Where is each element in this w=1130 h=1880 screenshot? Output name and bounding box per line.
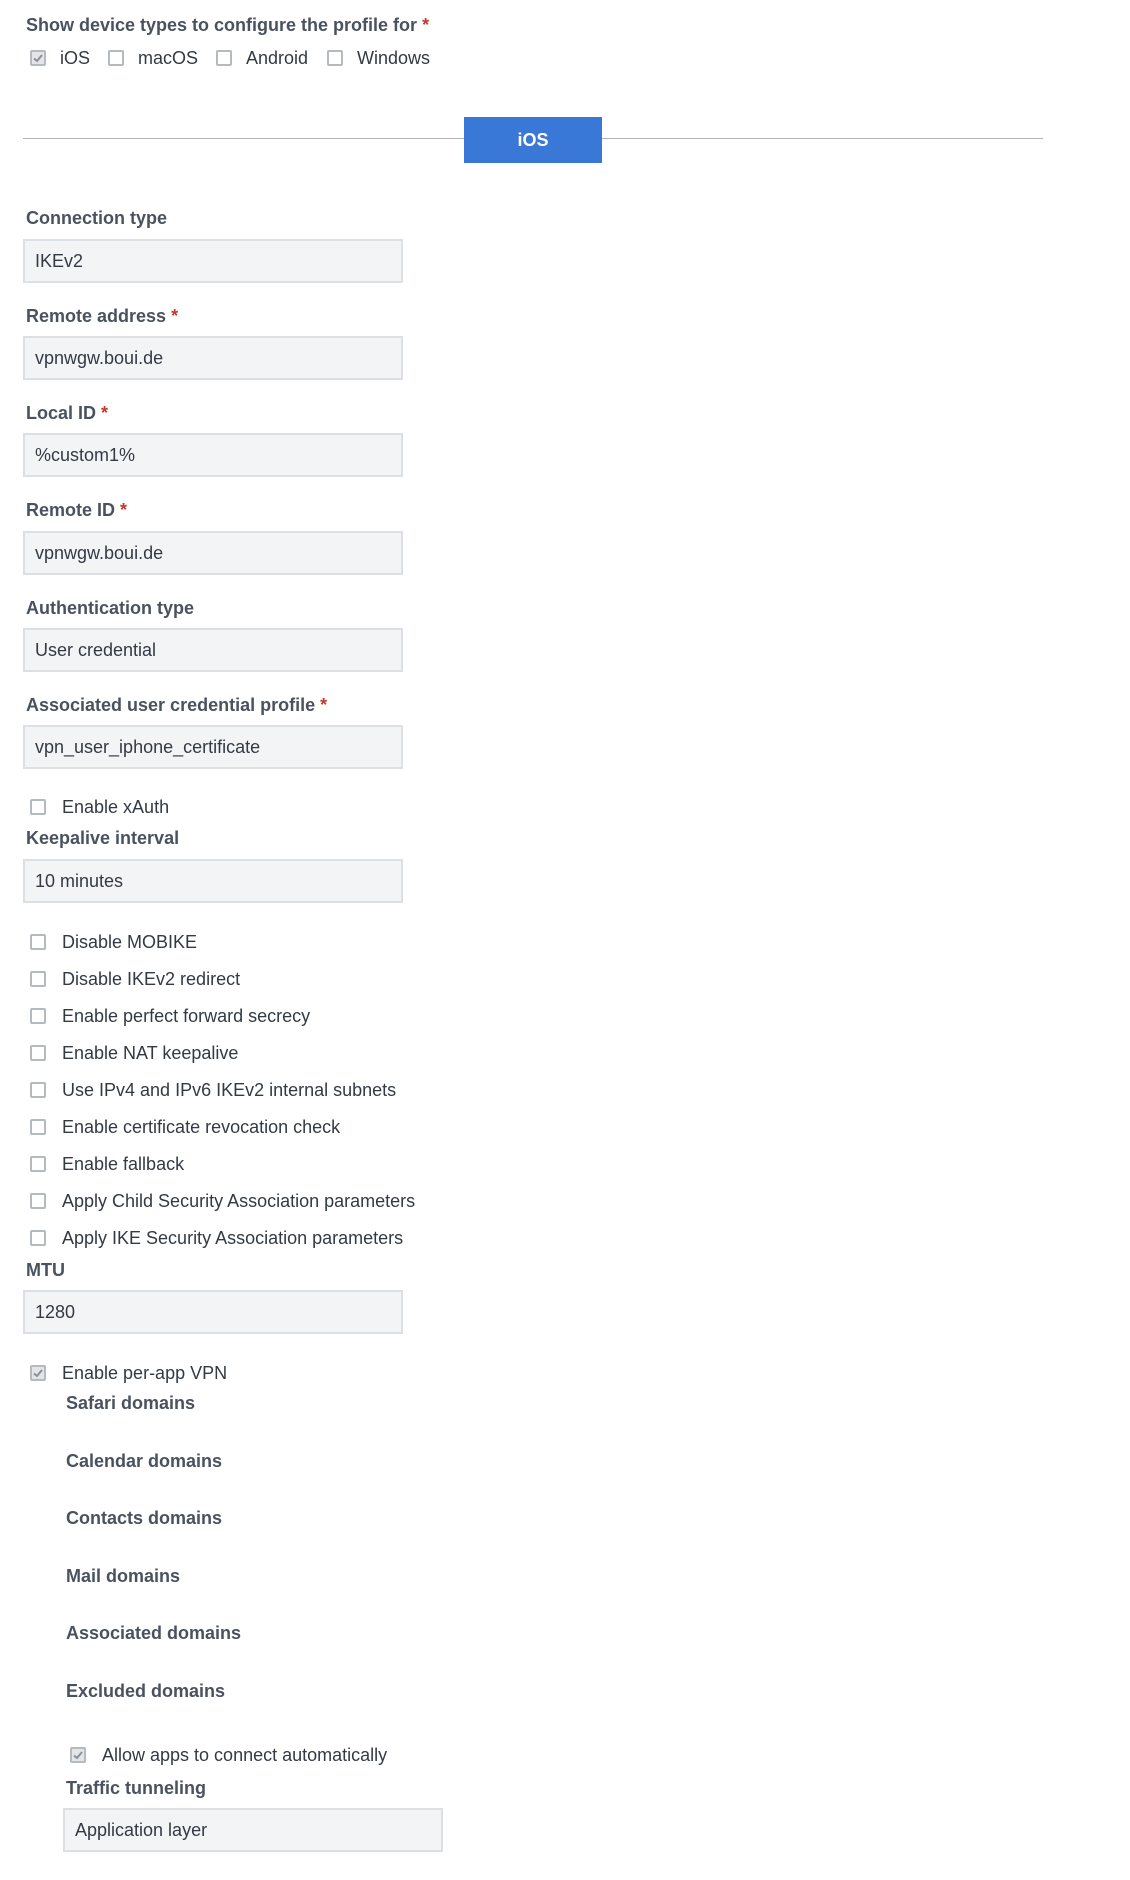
mtu-field[interactable]: 1280: [23, 1290, 403, 1334]
local-id-field[interactable]: %custom1%: [23, 433, 403, 477]
traffic-tunneling-field[interactable]: Application layer: [63, 1808, 443, 1852]
checkbox-child-sa-parameters[interactable]: Apply Child Security Association parameters: [30, 1189, 415, 1213]
safari-domains-label: Safari domains: [66, 1393, 196, 1413]
checkbox-box[interactable]: [70, 1747, 86, 1763]
mtu-label: MTU: [26, 1260, 65, 1280]
checkbox-windows[interactable]: Windows: [327, 46, 430, 70]
remote-id-label: Remote ID *: [26, 500, 128, 520]
connection-type-field[interactable]: IKEv2: [23, 239, 403, 283]
checkbox-box[interactable]: [30, 1082, 46, 1098]
checkbox-box[interactable]: [327, 50, 343, 66]
checkbox-nat-keepalive[interactable]: Enable NAT keepalive: [30, 1041, 238, 1065]
checkbox-android[interactable]: Android: [216, 46, 308, 70]
checkbox-enable-fallback[interactable]: Enable fallback: [30, 1152, 184, 1176]
mail-domains-label: Mail domains: [66, 1566, 181, 1586]
check-icon: [72, 1749, 84, 1761]
local-id-label: Local ID *: [26, 403, 109, 423]
checkbox-box[interactable]: [30, 1008, 46, 1024]
check-icon: [32, 1367, 44, 1379]
checkbox-ios[interactable]: iOS: [30, 46, 90, 70]
keepalive-interval-field[interactable]: 10 minutes: [23, 859, 403, 903]
checkbox-disable-mobike[interactable]: Disable MOBIKE: [30, 930, 197, 954]
checkbox-box[interactable]: [30, 1193, 46, 1209]
checkbox-per-app-vpn[interactable]: Enable per-app VPN: [30, 1361, 227, 1385]
checkbox-perfect-forward-secrecy[interactable]: Enable perfect forward secrecy: [30, 1004, 310, 1028]
calendar-domains-label: Calendar domains: [66, 1451, 223, 1471]
checkbox-box[interactable]: [30, 934, 46, 950]
associated-domains-label: Associated domains: [66, 1623, 242, 1643]
excluded-domains-label: Excluded domains: [66, 1681, 226, 1701]
checkbox-box[interactable]: [30, 971, 46, 987]
credential-profile-label: Associated user credential profile *: [26, 695, 328, 715]
checkbox-certificate-revocation-check[interactable]: Enable certificate revocation check: [30, 1115, 340, 1139]
device-types-heading: Show device types to configure the profile for *: [26, 15, 430, 35]
credential-profile-field[interactable]: vpn_user_iphone_certificate: [23, 725, 403, 769]
checkbox-box[interactable]: [108, 50, 124, 66]
connection-type-label: Connection type: [26, 208, 168, 228]
checkbox-ipv4-ipv6-subnets[interactable]: Use IPv4 and IPv6 IKEv2 internal subnets: [30, 1078, 396, 1102]
checkbox-box[interactable]: [30, 1045, 46, 1061]
checkbox-box[interactable]: [30, 799, 46, 815]
remote-address-label: Remote address *: [26, 306, 179, 326]
remote-address-field[interactable]: vpnwgw.boui.de: [23, 336, 403, 380]
checkbox-box[interactable]: [30, 1156, 46, 1172]
checkbox-box[interactable]: [30, 1230, 46, 1246]
required-mark: *: [171, 306, 179, 326]
checkbox-allow-auto-connect[interactable]: Allow apps to connect automatically: [70, 1743, 387, 1767]
checkbox-box[interactable]: [30, 1365, 46, 1381]
checkbox-macos[interactable]: macOS: [108, 46, 198, 70]
required-mark: *: [101, 403, 109, 423]
authentication-type-label: Authentication type: [26, 598, 195, 618]
tab-ios[interactable]: iOS: [464, 117, 602, 163]
required-mark: *: [320, 695, 328, 715]
traffic-tunneling-label: Traffic tunneling: [66, 1778, 207, 1798]
checkbox-disable-ikev2-redirect[interactable]: Disable IKEv2 redirect: [30, 967, 240, 991]
check-icon: [32, 52, 44, 64]
contacts-domains-label: Contacts domains: [66, 1508, 223, 1528]
checkbox-ike-sa-parameters[interactable]: Apply IKE Security Association parameters: [30, 1226, 403, 1250]
required-mark: *: [422, 15, 430, 35]
checkbox-box[interactable]: [216, 50, 232, 66]
checkbox-enable-xauth[interactable]: Enable xAuth: [30, 795, 169, 819]
authentication-type-field[interactable]: User credential: [23, 628, 403, 672]
checkbox-box[interactable]: [30, 1119, 46, 1135]
keepalive-interval-label: Keepalive interval: [26, 828, 180, 848]
required-mark: *: [120, 500, 128, 520]
checkbox-box[interactable]: [30, 50, 46, 66]
remote-id-field[interactable]: vpnwgw.boui.de: [23, 531, 403, 575]
